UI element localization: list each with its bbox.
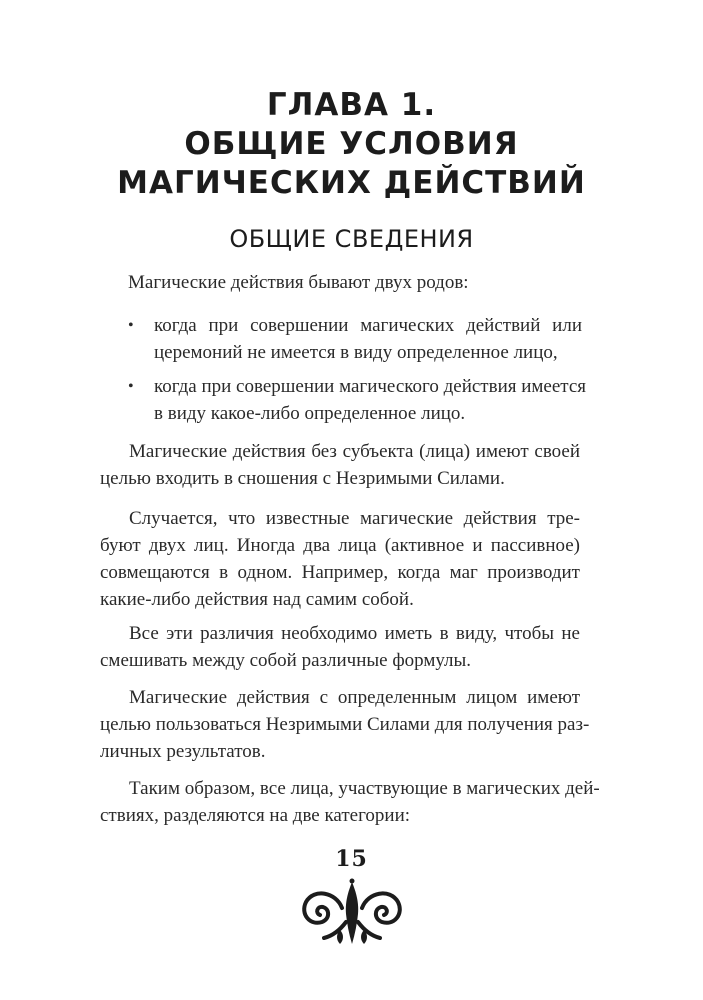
bullet-icon: • [128,378,134,395]
paragraph-line: какие-либо действия над самим собой. [100,589,414,610]
paragraph-line: Магические действия бывают двух родов: [128,272,469,293]
paragraph [100,505,580,613]
paragraph [100,620,580,674]
page-number: 15 [335,846,368,872]
list-item-line: церемоний не имеется в виду определенное лицо, [154,342,558,363]
paragraph-line: ствиях, разделяются на две категории: [100,805,411,826]
paragraph-intro [128,269,580,296]
paragraph-line: Таким образом, все лица, участвующие в магических дей- [129,778,600,799]
chapter-title [0,86,703,203]
paragraph-line: личных результатов. [100,741,266,762]
bullet-icon: • [128,317,134,334]
paragraph [100,438,580,492]
paragraph [100,775,600,829]
chapter-title-line-3: МАГИЧЕСКИХ ДЕЙСТВИЙ [117,165,586,201]
paragraph [100,684,590,765]
list-item-line: когда при совершении магических действий или [154,315,582,336]
paragraph-line: совмещаются в одном. Например, когда маг производит [100,562,580,583]
section-title: ОБЩИЕ СВЕДЕНИЯ [229,225,474,253]
list-item-line: в виду какое-либо определенное лицо. [154,403,466,424]
paragraph-line: Случается, что известные магические действия тре- [129,508,580,529]
chapter-title-line-2: ОБЩИЕ УСЛОВИЯ [184,126,519,162]
paragraph-line: Все эти различия необходимо иметь в виду, чтобы не [129,623,580,644]
paragraph-line: Магические действия с определенным лицом имеют [129,687,580,708]
chapter-title-line-1: ГЛАВА 1. [266,87,437,123]
list-item-line: когда при совершении магического действия имеется [154,376,587,397]
paragraph-line: целью пользоваться Незримыми Силами для получения раз- [100,714,590,735]
floral-ornament-icon [296,878,408,946]
paragraph-line: целью входить в сношения с Незримыми Силами. [100,468,505,489]
paragraph-line: смешивать между собой различные формулы. [100,650,472,671]
paragraph-line: буют двух лиц. Иногда два лица (активное и пассивное) [100,535,580,556]
paragraph-line: Магические действия без субъекта (лица) имеют своей [129,441,580,462]
